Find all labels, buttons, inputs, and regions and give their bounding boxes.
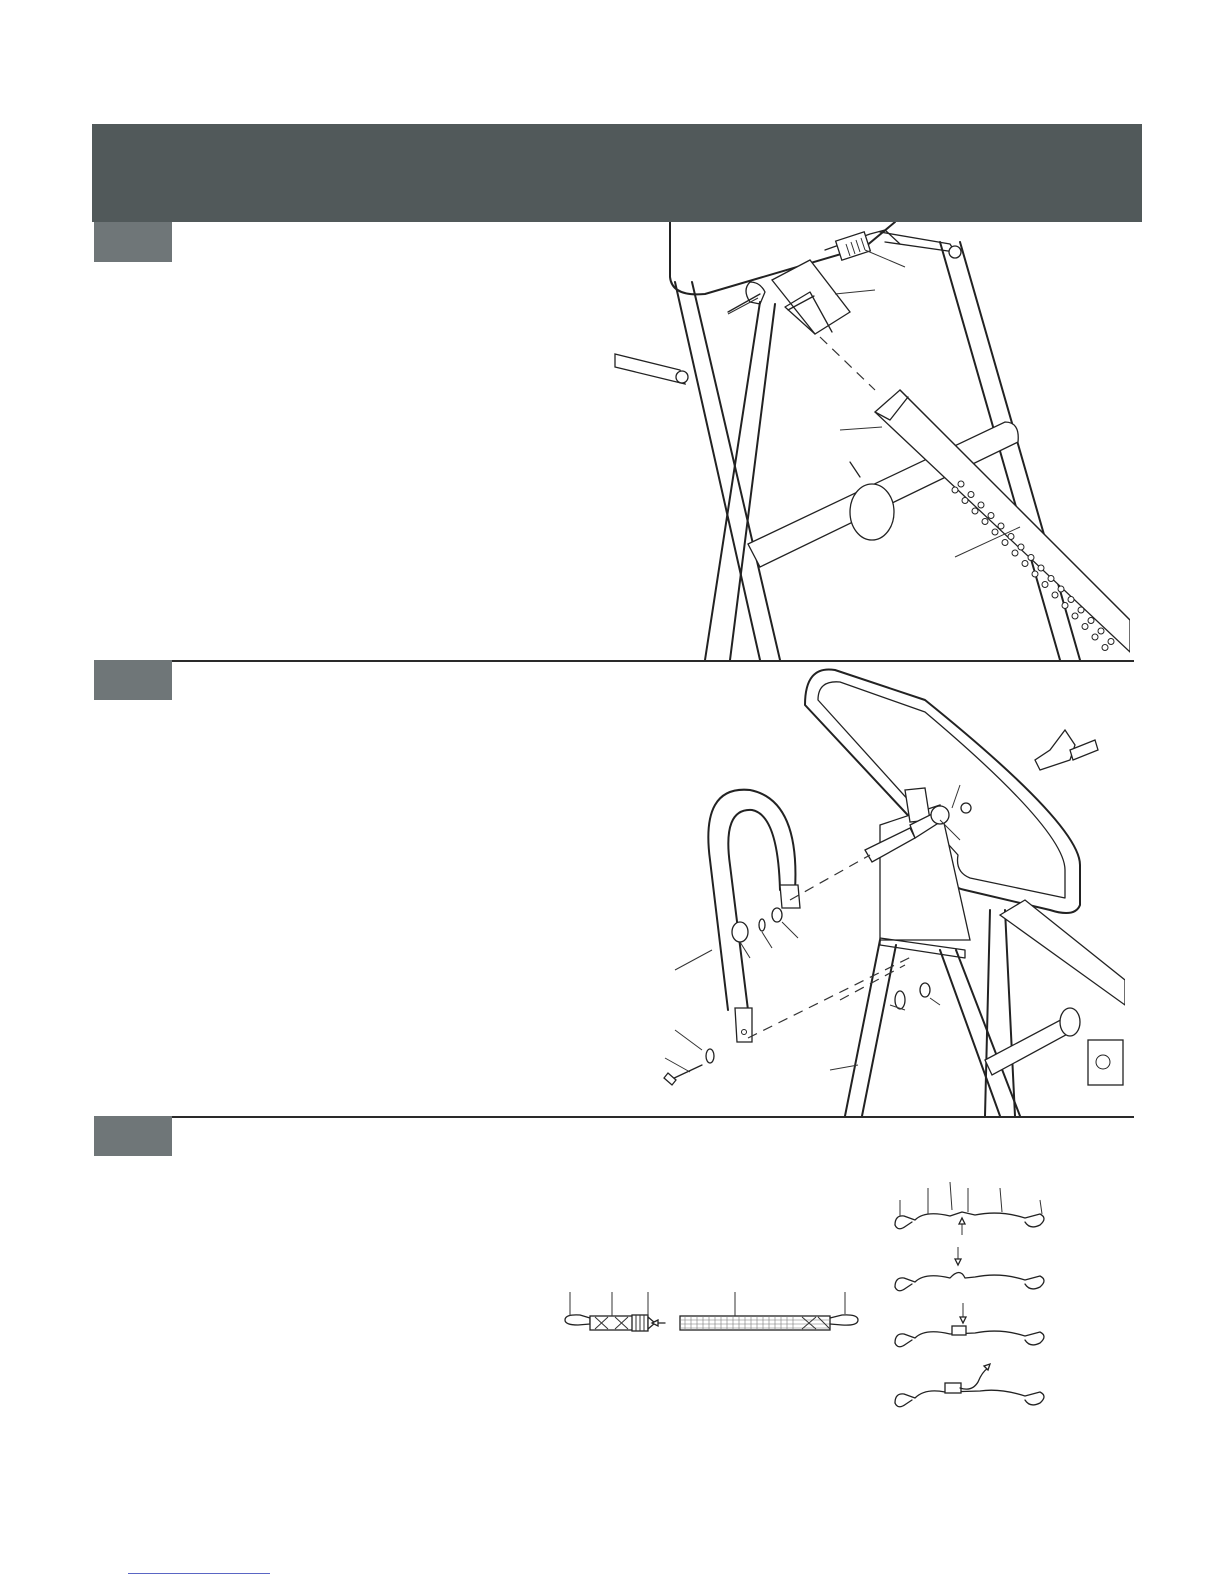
adjustment-hole [1018,544,1024,550]
adjustment-hole [1068,597,1074,603]
adjustment-hole [1012,550,1018,556]
adjustment-hole [1022,561,1028,567]
adjustment-hole [1002,540,1008,546]
step-1-tab [94,222,172,262]
step-2-illustration [640,660,1125,1116]
adjustment-hole [958,481,964,487]
adjustment-hole [1052,592,1058,598]
adjustment-hole [978,502,984,508]
step-divider-2 [94,1116,1134,1118]
adjustment-hole [1032,571,1038,577]
adjustment-hole [1108,639,1114,645]
adjustment-hole [1088,618,1094,624]
adjustment-hole [972,508,978,514]
cable-stage-3 [895,1303,1044,1347]
cable-stage-4 [895,1364,1044,1407]
adjustment-hole [1048,576,1054,582]
adjustment-hole [1102,645,1108,651]
adjustment-hole [1098,628,1104,634]
adjustment-hole [952,487,958,493]
adjustment-hole [1072,613,1078,619]
adjustment-hole [1028,555,1034,561]
adjustment-hole [1062,603,1068,609]
adjustment-hole [968,492,974,498]
step-3-strap-illustration [560,1290,865,1350]
step-3-cable-illustration [890,1180,1055,1420]
adjustment-hole [1082,624,1088,630]
adjustment-hole [1042,582,1048,588]
cable-stage-2 [895,1247,1044,1291]
adjustment-hole [982,519,988,525]
page-header-bar [92,124,1142,222]
footer-link-underline [128,1573,270,1574]
adjustment-hole [962,498,968,504]
step-3-tab [94,1116,172,1156]
adjustment-hole [1058,586,1064,592]
adjustment-hole [1078,607,1084,613]
step-1-illustration [610,222,1130,660]
cable-stage-1 [895,1182,1044,1235]
adjustment-hole [988,513,994,519]
adjustment-hole [1008,534,1014,540]
adjustment-hole [1038,565,1044,571]
adjustment-hole [998,523,1004,529]
adjustment-hole [992,529,998,535]
adjustment-hole [1092,634,1098,640]
step-2-tab [94,660,172,700]
